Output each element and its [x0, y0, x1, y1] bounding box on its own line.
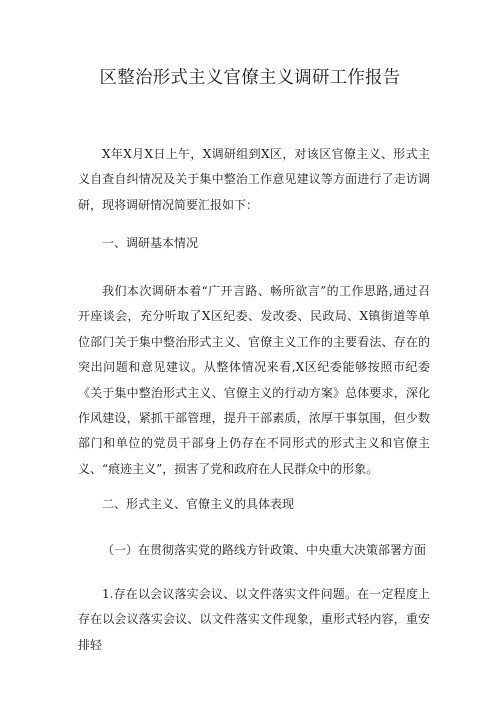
section-1-heading: 一、调研基本情况	[102, 236, 199, 250]
section-1-paragraph: 我们本次调研本着“广开言路、畅所欲言”的工作思路,通过召开座谈会，充分听取了X区纪委、发改委、民政局、X镇街道等单位部门关于集中整治形式主义、官僚主义工作的主要看法、存在的突出问题和意见建议。从整体情况来看,X区纪委能够按照市纪委《关于集中整治形式主义、官僚主义的行动方案》总体要求，深化作风建设，紧抓干部管理，提升干部素质，浓厚干事氛围，但少数部门和单位的党员干部身上仍存在不同形式的形式主义和官僚主义、“痕迹主义”，损害了党和政府在人民群众中的形象。	[78, 284, 430, 476]
section-2-heading: 二、形式主义、官僚主义的具体表现	[102, 497, 295, 511]
section-2-item-1: 1.存在以会议落实会议、以文件落实文件问题。在一定程度上存在以会议落实会议、以文件落实文件现象，重形式轻内容，重安排轻	[78, 587, 430, 652]
section-2-subheading: （一）在贯彻落实党的路线方针政策、中央重大决策部署方面	[102, 543, 427, 557]
document-title: 区整治形式主义官僚主义调研工作报告	[99, 68, 401, 88]
intro-paragraph: X年X月X日上午，X调研组到X区，对该区官僚主义、形式主义自查自纠情况及关于集中整治工作意见建议等方面进行了走访调研，现将调研情况简要汇报如下：	[78, 147, 430, 212]
